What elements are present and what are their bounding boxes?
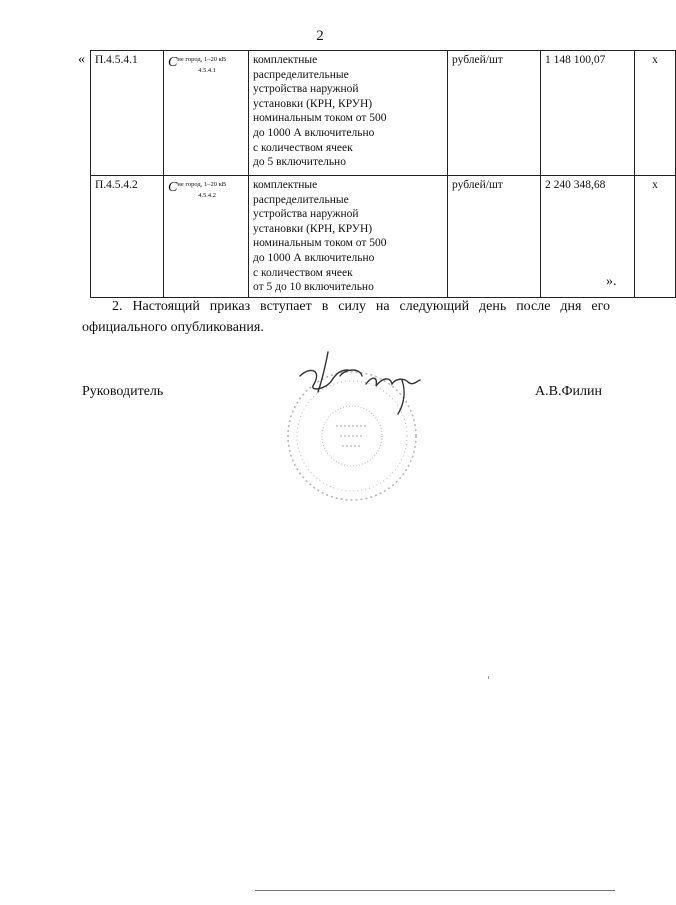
row-description: комплектные распределительные устройства наружной установки (КРН, КРУН) номинальным током от 500 до 1000 А включительно с количеством ячеек от 5 до 10 включительно <box>249 176 448 298</box>
official-stamp-and-signature <box>270 340 440 510</box>
table-close-quote: ». <box>606 274 617 289</box>
table-open-quote: « <box>78 52 85 67</box>
table-row <box>91 51 676 176</box>
rate-symbol: $C^{не город, 1-20 кВ}_{4.5.4.1}$ <box>164 51 249 176</box>
rate-symbol: $C^{не город, 1-20 кВ}_{4.5.4.2}$ <box>164 176 249 298</box>
signer-name: А.В.Филин <box>535 384 602 399</box>
signer-title: Руководитель <box>82 384 164 399</box>
row-unit: рублей/шт <box>448 51 541 176</box>
row-code: П.4.5.4.1 <box>91 51 164 176</box>
row-description: комплектные распределительные устройства наружной установки (КРН, КРУН) номинальным током от 500 до 1000 А включительно с количеством ячеек до 5 включительно <box>249 51 448 176</box>
row-code: П.4.5.4.2 <box>91 176 164 298</box>
row-unit: рублей/шт <box>448 176 541 298</box>
page-number: 2 <box>316 28 324 44</box>
row-price: 1 148 100,07 <box>541 51 635 176</box>
table-row <box>91 176 676 298</box>
row-price: 2 240 348,68 <box>541 176 635 298</box>
footer-rule <box>255 890 615 891</box>
tariff-table <box>90 50 676 298</box>
scan-speck <box>488 676 489 679</box>
row-mark: х <box>635 51 676 176</box>
effective-date-paragraph: 2. Настоящий приказ вступает в силу на следующий день после дня его официального опубликования. <box>82 299 610 335</box>
row-mark: х <box>635 176 676 298</box>
